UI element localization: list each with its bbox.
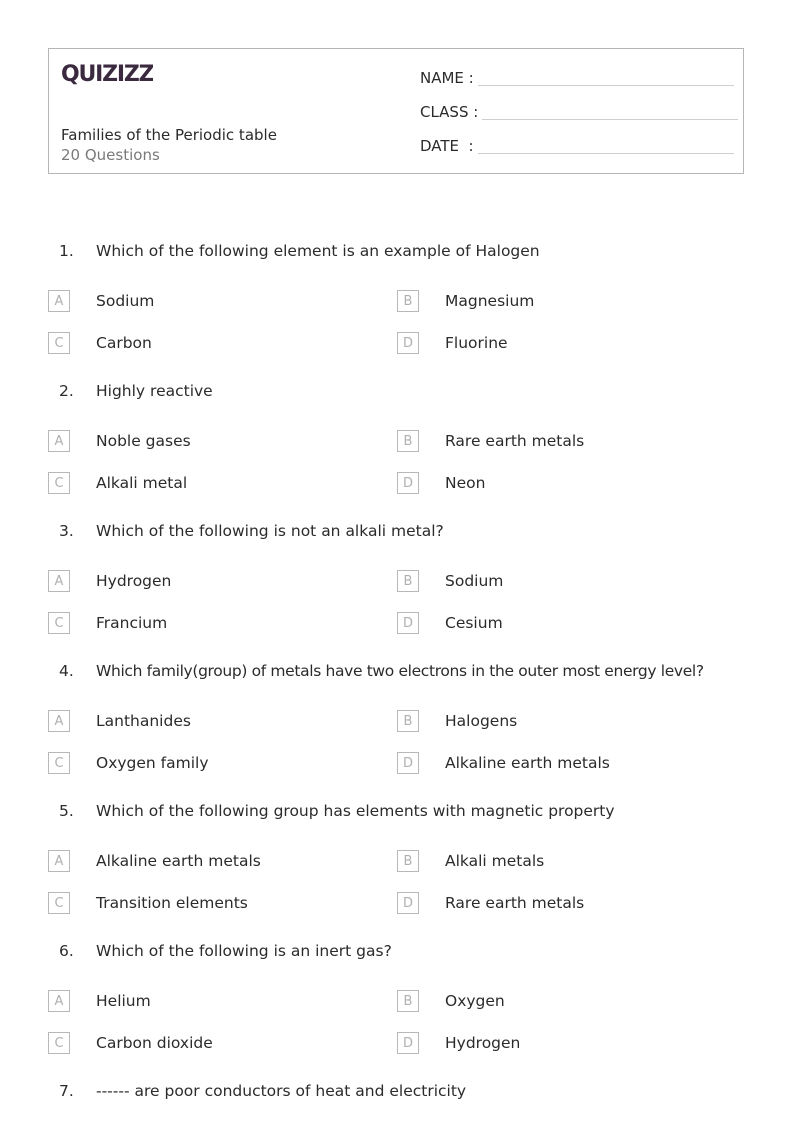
option-c[interactable] xyxy=(48,1031,213,1055)
option-letter-box: B xyxy=(397,290,419,312)
question-text: ------ are poor conductors of heat and electricity xyxy=(96,1082,467,1100)
class-line[interactable] xyxy=(482,119,738,120)
option-letter-box: B xyxy=(397,570,419,592)
option-letter-box: A xyxy=(48,570,70,592)
question-count: 20 Questions xyxy=(61,146,160,164)
option-text: Halogens xyxy=(445,712,518,730)
option-b[interactable] xyxy=(397,849,545,873)
option-letter-box: C xyxy=(48,472,70,494)
option-c[interactable] xyxy=(48,891,248,915)
option-letter-box: C xyxy=(48,1032,70,1054)
option-letter-box: C xyxy=(48,752,70,774)
date-label: DATE : xyxy=(420,137,474,155)
option-text: Magnesium xyxy=(445,292,535,310)
quizizz-logo xyxy=(61,59,153,87)
question-number: 5. xyxy=(59,802,74,820)
option-letter-box: D xyxy=(397,752,419,774)
name-field[interactable] xyxy=(420,69,734,87)
option-c[interactable] xyxy=(48,611,168,635)
question-number: 4. xyxy=(59,662,74,680)
option-d[interactable] xyxy=(397,471,486,495)
question-number: 7. xyxy=(59,1082,74,1100)
option-c[interactable] xyxy=(48,751,209,775)
option-text: Rare earth metals xyxy=(445,894,585,912)
svg-text:QUIZIZZ: QUIZIZZ xyxy=(61,62,153,86)
quizizz-logo-mark xyxy=(61,60,153,86)
option-text: Carbon dioxide xyxy=(96,1034,213,1052)
option-text: Fluorine xyxy=(445,334,508,352)
option-text: Alkali metals xyxy=(445,852,545,870)
option-text: Francium xyxy=(96,614,168,632)
option-text: Hydrogen xyxy=(96,572,172,590)
option-text: Rare earth metals xyxy=(445,432,585,450)
option-letter-box: A xyxy=(48,430,70,452)
option-letter-box: B xyxy=(397,430,419,452)
option-a[interactable] xyxy=(48,429,191,453)
option-letter-box: C xyxy=(48,892,70,914)
question-text: Which family(group) of metals have two electrons in the outer most energy level? xyxy=(96,662,704,680)
option-d[interactable] xyxy=(397,1031,521,1055)
option-text: Alkali metal xyxy=(96,474,188,492)
option-d[interactable] xyxy=(397,891,585,915)
option-letter-box: D xyxy=(397,1032,419,1054)
option-text: Oxygen family xyxy=(96,754,209,772)
question-7 xyxy=(0,1082,794,1108)
option-letter-box: A xyxy=(48,990,70,1012)
option-letter-box: D xyxy=(397,892,419,914)
worksheet-title: Families of the Periodic table xyxy=(61,126,277,144)
question-5 xyxy=(0,802,794,828)
option-text: Cesium xyxy=(445,614,503,632)
option-a[interactable] xyxy=(48,989,151,1013)
option-letter-box: B xyxy=(397,850,419,872)
option-text: Carbon xyxy=(96,334,152,352)
option-d[interactable] xyxy=(397,751,610,775)
option-letter-box: B xyxy=(397,710,419,732)
option-b[interactable] xyxy=(397,709,518,733)
option-letter-box: A xyxy=(48,710,70,732)
date-line[interactable] xyxy=(478,153,734,154)
option-text: Helium xyxy=(96,992,151,1010)
option-text: Noble gases xyxy=(96,432,191,450)
option-text: Transition elements xyxy=(96,894,248,912)
option-text: Lanthanides xyxy=(96,712,191,730)
option-letter-box: D xyxy=(397,472,419,494)
date-field[interactable] xyxy=(420,137,734,155)
question-2 xyxy=(0,382,794,408)
question-number: 3. xyxy=(59,522,74,540)
question-number: 6. xyxy=(59,942,74,960)
option-letter-box: C xyxy=(48,612,70,634)
question-4 xyxy=(0,662,794,688)
option-a[interactable] xyxy=(48,849,261,873)
question-6 xyxy=(0,942,794,968)
option-a[interactable] xyxy=(48,569,172,593)
option-letter-box: A xyxy=(48,290,70,312)
option-letter-box: C xyxy=(48,332,70,354)
class-label: CLASS : xyxy=(420,103,479,121)
option-c[interactable] xyxy=(48,471,188,495)
name-line[interactable] xyxy=(478,85,734,86)
question-text: Which of the following element is an example of Halogen xyxy=(96,242,540,260)
option-text: Hydrogen xyxy=(445,1034,521,1052)
option-text: Neon xyxy=(445,474,486,492)
option-text: Oxygen xyxy=(445,992,505,1010)
option-d[interactable] xyxy=(397,611,503,635)
option-letter-box: B xyxy=(397,990,419,1012)
option-text: Alkaline earth metals xyxy=(445,754,610,772)
question-number: 1. xyxy=(59,242,74,260)
option-letter-box: D xyxy=(397,332,419,354)
option-a[interactable] xyxy=(48,709,191,733)
option-b[interactable] xyxy=(397,569,504,593)
question-text: Highly reactive xyxy=(96,382,213,400)
class-field[interactable] xyxy=(420,103,738,121)
option-b[interactable] xyxy=(397,989,505,1013)
question-1 xyxy=(0,242,794,268)
name-label: NAME : xyxy=(420,69,474,87)
option-d[interactable] xyxy=(397,331,508,355)
question-text: Which of the following group has elements with magnetic property xyxy=(96,802,615,820)
question-3 xyxy=(0,522,794,548)
option-c[interactable] xyxy=(48,331,152,355)
question-text: Which of the following is not an alkali metal? xyxy=(96,522,444,540)
option-letter-box: A xyxy=(48,850,70,872)
option-text: Sodium xyxy=(96,292,155,310)
worksheet-header xyxy=(48,48,744,174)
option-letter-box: D xyxy=(397,612,419,634)
option-b[interactable] xyxy=(397,289,535,313)
question-text: Which of the following is an inert gas? xyxy=(96,942,392,960)
option-b[interactable] xyxy=(397,429,585,453)
option-text: Alkaline earth metals xyxy=(96,852,261,870)
option-text: Sodium xyxy=(445,572,504,590)
option-a[interactable] xyxy=(48,289,155,313)
question-number: 2. xyxy=(59,382,74,400)
